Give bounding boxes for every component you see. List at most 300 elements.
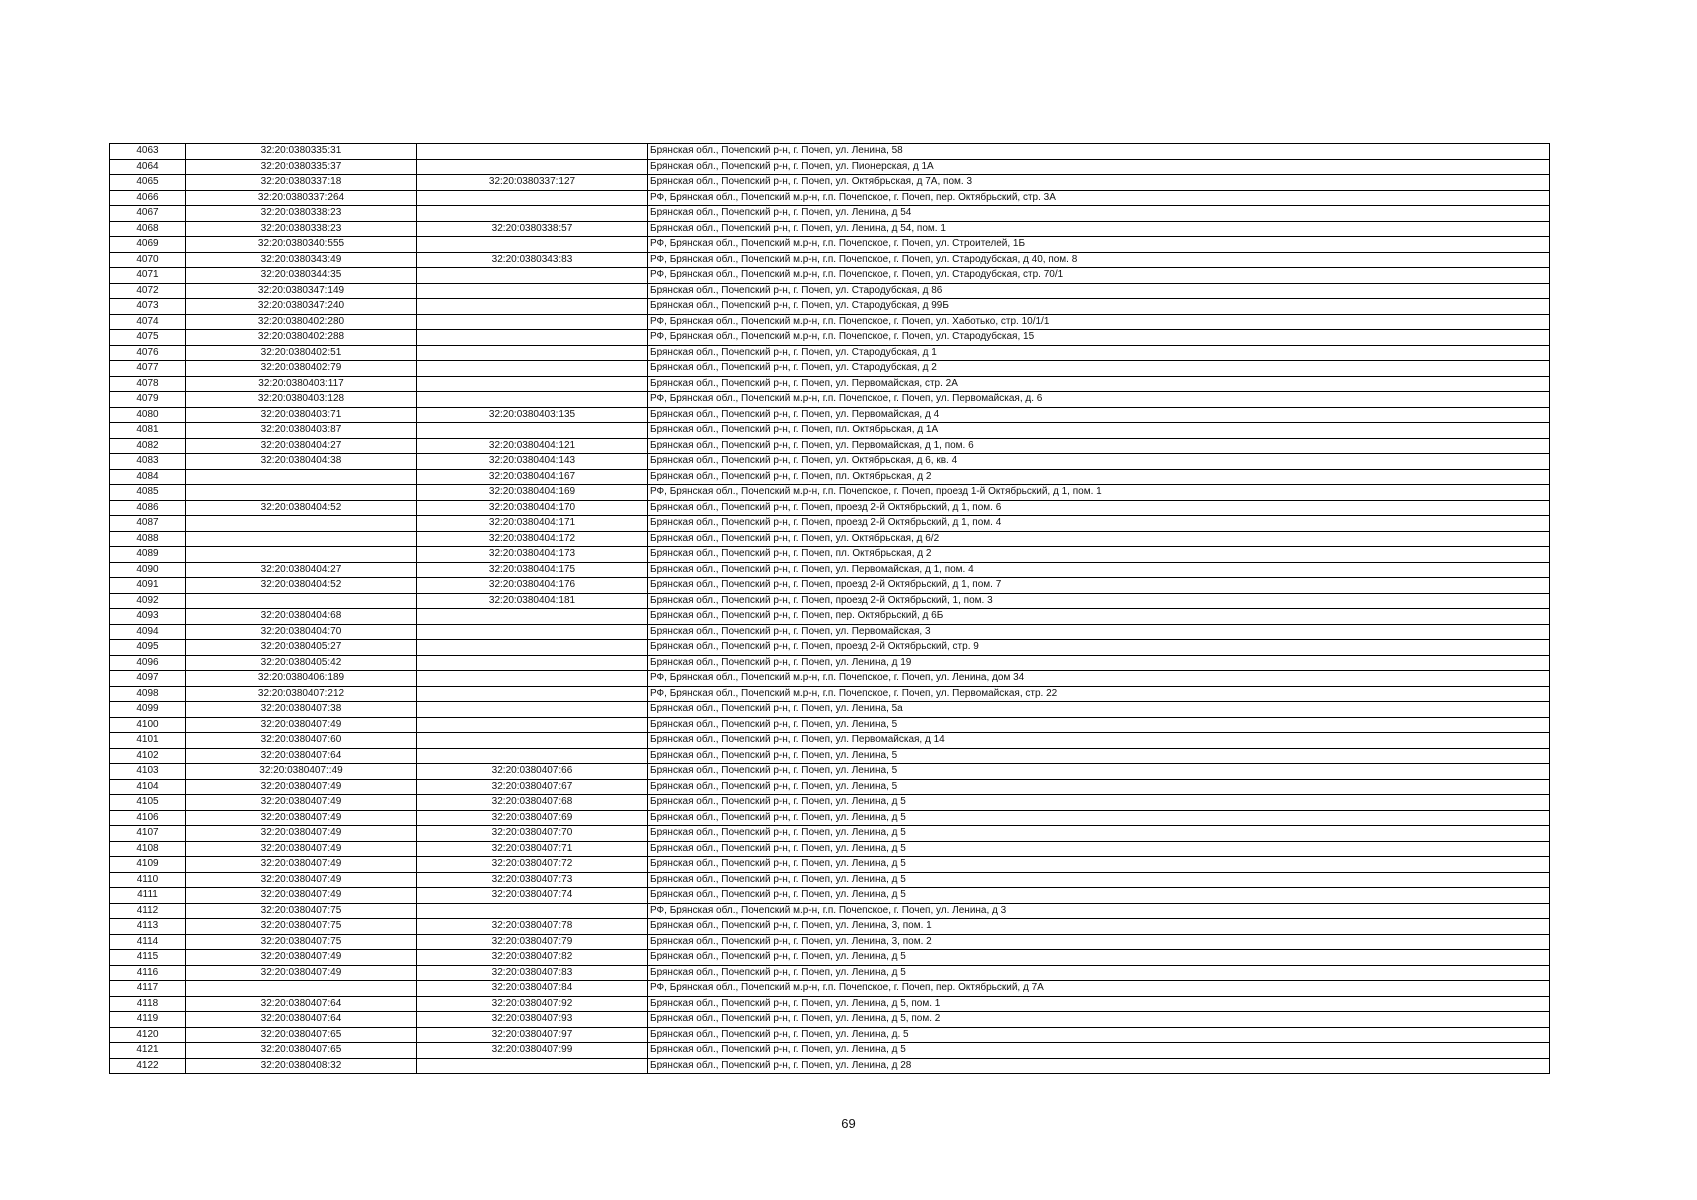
cadastral-number-cell: 32:20:0380343:49 (186, 252, 417, 268)
premises-cadastral-number-cell: 32:20:0380407:70 (417, 826, 648, 842)
premises-cadastral-number-cell: 32:20:0380404:175 (417, 562, 648, 578)
address-cell: Брянская обл., Почепский р-н, г. Почеп, проезд 2-й Октябрьский, стр. 9 (648, 640, 1550, 656)
cadastral-number-cell: 32:20:0380340:555 (186, 237, 417, 253)
row-number-cell: 4076 (110, 345, 186, 361)
address-cell: Брянская обл., Почепский р-н, г. Почеп, ул. Ленина, д 5, пом. 2 (648, 1012, 1550, 1028)
address-cell: Брянская обл., Почепский р-н, г. Почеп, проезд 2-й Октябрьский, д 1, пом. 7 (648, 578, 1550, 594)
address-cell: Брянская обл., Почепский р-н, г. Почеп, ул. Ленина, д 5 (648, 826, 1550, 842)
table-row (110, 981, 1550, 997)
cadastral-number-cell: 32:20:0380407:60 (186, 733, 417, 749)
table-row (110, 888, 1550, 904)
table-row (110, 903, 1550, 919)
row-number-cell: 4090 (110, 562, 186, 578)
table-row (110, 206, 1550, 222)
premises-cadastral-number-cell (417, 640, 648, 656)
address-cell: Брянская обл., Почепский р-н, г. Почеп, ул. Ленина, 58 (648, 144, 1550, 160)
row-number-cell: 4089 (110, 547, 186, 563)
row-number-cell: 4078 (110, 376, 186, 392)
address-cell: Брянская обл., Почепский р-н, г. Почеп, ул. Ленина, д 5 (648, 810, 1550, 826)
cadastral-number-cell: 32:20:0380338:23 (186, 221, 417, 237)
premises-cadastral-number-cell: 32:20:0380407:97 (417, 1027, 648, 1043)
cadastral-number-cell: 32:20:0380404:70 (186, 624, 417, 640)
table-row (110, 485, 1550, 501)
row-number-cell: 4079 (110, 392, 186, 408)
table-row (110, 671, 1550, 687)
cadastral-number-cell: 32:20:0380407:75 (186, 934, 417, 950)
row-number-cell: 4088 (110, 531, 186, 547)
premises-cadastral-number-cell: 32:20:0380407:99 (417, 1043, 648, 1059)
premises-cadastral-number-cell: 32:20:0380404:181 (417, 593, 648, 609)
row-number-cell: 4121 (110, 1043, 186, 1059)
row-number-cell: 4083 (110, 454, 186, 470)
cadastral-number-cell: 32:20:0380405:27 (186, 640, 417, 656)
address-cell: Брянская обл., Почепский р-н, г. Почеп, ул. Первомайская, д 4 (648, 407, 1550, 423)
cadastral-number-cell: 32:20:0380335:31 (186, 144, 417, 160)
cadastral-number-cell: 32:20:0380402:288 (186, 330, 417, 346)
address-cell: Брянская обл., Почепский р-н, г. Почеп, ул. Ленина, д 5 (648, 841, 1550, 857)
row-number-cell: 4101 (110, 733, 186, 749)
row-number-cell: 4077 (110, 361, 186, 377)
address-cell: Брянская обл., Почепский р-н, г. Почеп, ул. Ленина, д 5 (648, 795, 1550, 811)
table-row (110, 686, 1550, 702)
row-number-cell: 4069 (110, 237, 186, 253)
table-row (110, 516, 1550, 532)
table-row (110, 268, 1550, 284)
cadastral-number-cell: 32:20:0380407:75 (186, 903, 417, 919)
table-row (110, 547, 1550, 563)
address-cell: Брянская обл., Почепский р-н, г. Почеп, ул. Стародубская, д 2 (648, 361, 1550, 377)
cadastral-number-cell: 32:20:0380407:212 (186, 686, 417, 702)
table-row (110, 578, 1550, 594)
cadastral-number-cell: 32:20:0380407:49 (186, 888, 417, 904)
table-row (110, 841, 1550, 857)
row-number-cell: 4118 (110, 996, 186, 1012)
premises-cadastral-number-cell (417, 283, 648, 299)
row-number-cell: 4114 (110, 934, 186, 950)
premises-cadastral-number-cell (417, 345, 648, 361)
row-number-cell: 4112 (110, 903, 186, 919)
row-number-cell: 4099 (110, 702, 186, 718)
premises-cadastral-number-cell: 32:20:0380407:73 (417, 872, 648, 888)
cadastral-number-cell: 32:20:0380407:49 (186, 857, 417, 873)
table-row (110, 810, 1550, 826)
table-row (110, 1043, 1550, 1059)
premises-cadastral-number-cell: 32:20:0380407:83 (417, 965, 648, 981)
cadastral-number-cell: 32:20:0380407:49 (186, 810, 417, 826)
address-cell: РФ, Брянская обл., Почепский м.р-н, г.п. Почепское, г. Почеп, пер. Октябрьский, д 7А (648, 981, 1550, 997)
row-number-cell: 4065 (110, 175, 186, 191)
table-row (110, 996, 1550, 1012)
row-number-cell: 4103 (110, 764, 186, 780)
cadastral-number-cell: 32:20:0380407:75 (186, 919, 417, 935)
address-cell: Брянская обл., Почепский р-н, г. Почеп, проезд 2-й Октябрьский, д 1, пом. 4 (648, 516, 1550, 532)
premises-cadastral-number-cell: 32:20:0380404:167 (417, 469, 648, 485)
registry-table (109, 143, 1550, 1074)
cadastral-number-cell: 32:20:0380407:49 (186, 717, 417, 733)
cadastral-number-cell (186, 469, 417, 485)
row-number-cell: 4116 (110, 965, 186, 981)
address-cell: Брянская обл., Почепский р-н, г. Почеп, проезд 2-й Октябрьский, д 1, пом. 6 (648, 500, 1550, 516)
table-row (110, 252, 1550, 268)
address-cell: Брянская обл., Почепский р-н, г. Почеп, ул. Ленина, д 5 (648, 857, 1550, 873)
address-cell: Брянская обл., Почепский р-н, г. Почеп, ул. Октябрьская, д 7А, пом. 3 (648, 175, 1550, 191)
row-number-cell: 4091 (110, 578, 186, 594)
cadastral-number-cell: 32:20:0380407:65 (186, 1043, 417, 1059)
premises-cadastral-number-cell (417, 206, 648, 222)
premises-cadastral-number-cell (417, 159, 648, 175)
row-number-cell: 4073 (110, 299, 186, 315)
row-number-cell: 4094 (110, 624, 186, 640)
cadastral-number-cell: 32:20:0380403:128 (186, 392, 417, 408)
cadastral-number-cell: 32:20:0380407:49 (186, 841, 417, 857)
address-cell: Брянская обл., Почепский р-н, г. Почеп, ул. Ленина, д 54, пом. 1 (648, 221, 1550, 237)
cadastral-number-cell: 32:20:0380347:149 (186, 283, 417, 299)
table-row (110, 1058, 1550, 1074)
premises-cadastral-number-cell (417, 392, 648, 408)
table-row (110, 826, 1550, 842)
cadastral-number-cell: 32:20:0380338:23 (186, 206, 417, 222)
table-row (110, 857, 1550, 873)
address-cell: Брянская обл., Почепский р-н, г. Почеп, ул. Ленина, д 5 (648, 965, 1550, 981)
table-row (110, 469, 1550, 485)
row-number-cell: 4066 (110, 190, 186, 206)
table-row (110, 237, 1550, 253)
premises-cadastral-number-cell (417, 748, 648, 764)
row-number-cell: 4111 (110, 888, 186, 904)
premises-cadastral-number-cell: 32:20:0380407:68 (417, 795, 648, 811)
cadastral-number-cell (186, 531, 417, 547)
cadastral-number-cell: 32:20:0380403:117 (186, 376, 417, 392)
cadastral-number-cell: 32:20:0380404:27 (186, 438, 417, 454)
premises-cadastral-number-cell (417, 237, 648, 253)
row-number-cell: 4086 (110, 500, 186, 516)
premises-cadastral-number-cell (417, 624, 648, 640)
premises-cadastral-number-cell: 32:20:0380407:82 (417, 950, 648, 966)
cadastral-number-cell: 32:20:0380407:65 (186, 1027, 417, 1043)
premises-cadastral-number-cell: 32:20:0380407:67 (417, 779, 648, 795)
premises-cadastral-number-cell: 32:20:0380407:71 (417, 841, 648, 857)
premises-cadastral-number-cell: 32:20:0380407:84 (417, 981, 648, 997)
row-number-cell: 4109 (110, 857, 186, 873)
table-row (110, 702, 1550, 718)
address-cell: Брянская обл., Почепский р-н, г. Почеп, ул. Ленина, д 5, пом. 1 (648, 996, 1550, 1012)
address-cell: Брянская обл., Почепский р-н, г. Почеп, ул. Стародубская, д 1 (648, 345, 1550, 361)
address-cell: Брянская обл., Почепский р-н, г. Почеп, ул. Ленина, д 54 (648, 206, 1550, 222)
cadastral-number-cell: 32:20:0380344:35 (186, 268, 417, 284)
registry-table-body (110, 144, 1550, 1074)
premises-cadastral-number-cell: 32:20:0380404:171 (417, 516, 648, 532)
table-row (110, 593, 1550, 609)
premises-cadastral-number-cell (417, 268, 648, 284)
cadastral-number-cell: 32:20:0380407:49 (186, 795, 417, 811)
address-cell: РФ, Брянская обл., Почепский м.р-н, г.п. Почепское, г. Почеп, ул. Строителей, 1Б (648, 237, 1550, 253)
cadastral-number-cell: 32:20:0380407:64 (186, 748, 417, 764)
table-row (110, 562, 1550, 578)
address-cell: РФ, Брянская обл., Почепский м.р-н, г.п. Почепское, г. Почеп, ул. Ленина, д 3 (648, 903, 1550, 919)
premises-cadastral-number-cell: 32:20:0380407:74 (417, 888, 648, 904)
row-number-cell: 4097 (110, 671, 186, 687)
row-number-cell: 4063 (110, 144, 186, 160)
address-cell: Брянская обл., Почепский р-н, г. Почеп, ул. Первомайская, стр. 2А (648, 376, 1550, 392)
row-number-cell: 4071 (110, 268, 186, 284)
premises-cadastral-number-cell (417, 299, 648, 315)
row-number-cell: 4070 (110, 252, 186, 268)
premises-cadastral-number-cell (417, 671, 648, 687)
address-cell: Брянская обл., Почепский р-н, г. Почеп, ул. Октябрьская, д 6, кв. 4 (648, 454, 1550, 470)
cadastral-number-cell: 32:20:0380407::49 (186, 764, 417, 780)
row-number-cell: 4087 (110, 516, 186, 532)
table-row (110, 345, 1550, 361)
table-row (110, 330, 1550, 346)
address-cell: Брянская обл., Почепский р-н, г. Почеп, пл. Октябрьская, д 2 (648, 547, 1550, 563)
address-cell: Брянская обл., Почепский р-н, г. Почеп, ул. Первомайская, 3 (648, 624, 1550, 640)
row-number-cell: 4075 (110, 330, 186, 346)
table-row (110, 299, 1550, 315)
table-row (110, 190, 1550, 206)
cadastral-number-cell: 32:20:0380404:68 (186, 609, 417, 625)
cadastral-number-cell: 32:20:0380402:51 (186, 345, 417, 361)
table-row (110, 314, 1550, 330)
row-number-cell: 4072 (110, 283, 186, 299)
address-cell: Брянская обл., Почепский р-н, г. Почеп, ул. Ленина, 5 (648, 779, 1550, 795)
row-number-cell: 4110 (110, 872, 186, 888)
table-row (110, 423, 1550, 439)
cadastral-number-cell: 32:20:0380403:71 (186, 407, 417, 423)
premises-cadastral-number-cell (417, 1058, 648, 1074)
address-cell: Брянская обл., Почепский р-н, г. Почеп, ул. Ленина, д 19 (648, 655, 1550, 671)
address-cell: Брянская обл., Почепский р-н, г. Почеп, ул. Стародубская, д 99Б (648, 299, 1550, 315)
table-row (110, 531, 1550, 547)
premises-cadastral-number-cell: 32:20:0380403:135 (417, 407, 648, 423)
row-number-cell: 4064 (110, 159, 186, 175)
table-row (110, 1027, 1550, 1043)
row-number-cell: 4098 (110, 686, 186, 702)
address-cell: Брянская обл., Почепский р-н, г. Почеп, ул. Ленина, д. 5 (648, 1027, 1550, 1043)
address-cell: Брянская обл., Почепский р-н, г. Почеп, ул. Ленина, 5 (648, 764, 1550, 780)
premises-cadastral-number-cell: 32:20:0380337:127 (417, 175, 648, 191)
address-cell: Брянская обл., Почепский р-н, г. Почеп, ул. Ленина, д 28 (648, 1058, 1550, 1074)
row-number-cell: 4085 (110, 485, 186, 501)
cadastral-number-cell (186, 981, 417, 997)
table-row (110, 717, 1550, 733)
premises-cadastral-number-cell (417, 423, 648, 439)
table-row (110, 454, 1550, 470)
table-row (110, 764, 1550, 780)
cadastral-number-cell: 32:20:0380402:79 (186, 361, 417, 377)
address-cell: Брянская обл., Почепский р-н, г. Почеп, ул. Первомайская, д 1, пом. 6 (648, 438, 1550, 454)
address-cell: Брянская обл., Почепский р-н, г. Почеп, пл. Октябрьская, д 1А (648, 423, 1550, 439)
table-row (110, 934, 1550, 950)
address-cell: РФ, Брянская обл., Почепский м.р-н, г.п. Почепское, г. Почеп, проезд 1-й Октябрьский, д 1, пом. 1 (648, 485, 1550, 501)
premises-cadastral-number-cell (417, 190, 648, 206)
premises-cadastral-number-cell (417, 655, 648, 671)
cadastral-number-cell: 32:20:0380407:49 (186, 826, 417, 842)
premises-cadastral-number-cell (417, 686, 648, 702)
cadastral-number-cell: 32:20:0380404:27 (186, 562, 417, 578)
row-number-cell: 4095 (110, 640, 186, 656)
premises-cadastral-number-cell: 32:20:0380404:173 (417, 547, 648, 563)
table-row (110, 283, 1550, 299)
table-row (110, 221, 1550, 237)
table-row (110, 950, 1550, 966)
address-cell: Брянская обл., Почепский р-н, г. Почеп, ул. Ленина, д 5 (648, 888, 1550, 904)
row-number-cell: 4119 (110, 1012, 186, 1028)
row-number-cell: 4096 (110, 655, 186, 671)
table-row (110, 144, 1550, 160)
cadastral-number-cell: 32:20:0380337:18 (186, 175, 417, 191)
premises-cadastral-number-cell: 32:20:0380407:69 (417, 810, 648, 826)
row-number-cell: 4113 (110, 919, 186, 935)
address-cell: Брянская обл., Почепский р-н, г. Почеп, ул. Ленина, 5 (648, 717, 1550, 733)
table-row (110, 361, 1550, 377)
address-cell: Брянская обл., Почепский р-н, г. Почеп, ул. Стародубская, д 86 (648, 283, 1550, 299)
table-row (110, 655, 1550, 671)
cadastral-number-cell: 32:20:0380404:52 (186, 578, 417, 594)
premises-cadastral-number-cell: 32:20:0380407:92 (417, 996, 648, 1012)
table-row (110, 748, 1550, 764)
premises-cadastral-number-cell: 32:20:0380407:72 (417, 857, 648, 873)
table-row (110, 779, 1550, 795)
premises-cadastral-number-cell (417, 314, 648, 330)
address-cell: Брянская обл., Почепский р-н, г. Почеп, ул. Ленина, д 5 (648, 950, 1550, 966)
cadastral-number-cell (186, 516, 417, 532)
cadastral-number-cell: 32:20:0380405:42 (186, 655, 417, 671)
row-number-cell: 4108 (110, 841, 186, 857)
row-number-cell: 4074 (110, 314, 186, 330)
row-number-cell: 4084 (110, 469, 186, 485)
cadastral-number-cell: 32:20:0380407:49 (186, 872, 417, 888)
premises-cadastral-number-cell (417, 717, 648, 733)
premises-cadastral-number-cell: 32:20:0380404:176 (417, 578, 648, 594)
address-cell: Брянская обл., Почепский р-н, г. Почеп, проезд 2-й Октябрьский, 1, пом. 3 (648, 593, 1550, 609)
table-row (110, 407, 1550, 423)
premises-cadastral-number-cell: 32:20:0380407:93 (417, 1012, 648, 1028)
table-row (110, 175, 1550, 191)
address-cell: РФ, Брянская обл., Почепский м.р-н, г.п. Почепское, г. Почеп, пер. Октябрьский, стр. 3А (648, 190, 1550, 206)
row-number-cell: 4105 (110, 795, 186, 811)
premises-cadastral-number-cell (417, 609, 648, 625)
cadastral-number-cell: 32:20:0380404:38 (186, 454, 417, 470)
address-cell: Брянская обл., Почепский р-н, г. Почеп, ул. Пионерская, д 1А (648, 159, 1550, 175)
row-number-cell: 4067 (110, 206, 186, 222)
cadastral-number-cell: 32:20:0380406:189 (186, 671, 417, 687)
premises-cadastral-number-cell (417, 144, 648, 160)
address-cell: Брянская обл., Почепский р-н, г. Почеп, пл. Октябрьская, д 2 (648, 469, 1550, 485)
row-number-cell: 4115 (110, 950, 186, 966)
address-cell: Брянская обл., Почепский р-н, г. Почеп, ул. Ленина, 5а (648, 702, 1550, 718)
row-number-cell: 4092 (110, 593, 186, 609)
premises-cadastral-number-cell (417, 330, 648, 346)
row-number-cell: 4104 (110, 779, 186, 795)
table-row (110, 392, 1550, 408)
premises-cadastral-number-cell: 32:20:0380407:78 (417, 919, 648, 935)
address-cell: Брянская обл., Почепский р-н, г. Почеп, ул. Первомайская, д 14 (648, 733, 1550, 749)
cadastral-number-cell: 32:20:0380335:37 (186, 159, 417, 175)
cadastral-number-cell: 32:20:0380407:49 (186, 950, 417, 966)
row-number-cell: 4122 (110, 1058, 186, 1074)
premises-cadastral-number-cell: 32:20:0380404:121 (417, 438, 648, 454)
table-row (110, 500, 1550, 516)
address-cell: РФ, Брянская обл., Почепский м.р-н, г.п. Почепское, г. Почеп, ул. Ленина, дом 34 (648, 671, 1550, 687)
row-number-cell: 4102 (110, 748, 186, 764)
table-row (110, 609, 1550, 625)
row-number-cell: 4082 (110, 438, 186, 454)
row-number-cell: 4120 (110, 1027, 186, 1043)
premises-cadastral-number-cell (417, 733, 648, 749)
row-number-cell: 4100 (110, 717, 186, 733)
premises-cadastral-number-cell: 32:20:0380404:169 (417, 485, 648, 501)
table-row (110, 640, 1550, 656)
cadastral-number-cell: 32:20:0380407:64 (186, 996, 417, 1012)
address-cell: РФ, Брянская обл., Почепский м.р-н, г.п. Почепское, г. Почеп, ул. Хаботько, стр. 10/1/1 (648, 314, 1550, 330)
row-number-cell: 4117 (110, 981, 186, 997)
address-cell: РФ, Брянская обл., Почепский м.р-н, г.п. Почепское, г. Почеп, ул. Стародубская, д 40, пом. 8 (648, 252, 1550, 268)
cadastral-number-cell: 32:20:0380407:49 (186, 965, 417, 981)
page-number: 69 (841, 1116, 856, 1131)
cadastral-number-cell: 32:20:0380407:49 (186, 779, 417, 795)
premises-cadastral-number-cell (417, 702, 648, 718)
cadastral-number-cell (186, 547, 417, 563)
premises-cadastral-number-cell: 32:20:0380407:66 (417, 764, 648, 780)
cadastral-number-cell: 32:20:0380403:87 (186, 423, 417, 439)
premises-cadastral-number-cell: 32:20:0380404:170 (417, 500, 648, 516)
row-number-cell: 4081 (110, 423, 186, 439)
address-cell: Брянская обл., Почепский р-н, г. Почеп, ул. Первомайская, д 1, пом. 4 (648, 562, 1550, 578)
address-cell: Брянская обл., Почепский р-н, г. Почеп, ул. Ленина, д 5 (648, 872, 1550, 888)
row-number-cell: 4093 (110, 609, 186, 625)
address-cell: Брянская обл., Почепский р-н, г. Почеп, ул. Октябрьская, д 6/2 (648, 531, 1550, 547)
premises-cadastral-number-cell: 32:20:0380404:143 (417, 454, 648, 470)
table-row (110, 376, 1550, 392)
address-cell: Брянская обл., Почепский р-н, г. Почеп, ул. Ленина, 5 (648, 748, 1550, 764)
cadastral-number-cell: 32:20:0380402:280 (186, 314, 417, 330)
cadastral-number-cell (186, 485, 417, 501)
cadastral-number-cell: 32:20:0380407:64 (186, 1012, 417, 1028)
address-cell: Брянская обл., Почепский р-н, г. Почеп, пер. Октябрьский, д 6Б (648, 609, 1550, 625)
premises-cadastral-number-cell: 32:20:0380404:172 (417, 531, 648, 547)
cadastral-number-cell: 32:20:0380404:52 (186, 500, 417, 516)
row-number-cell: 4068 (110, 221, 186, 237)
address-cell: Брянская обл., Почепский р-н, г. Почеп, ул. Ленина, 3, пом. 1 (648, 919, 1550, 935)
table-row (110, 733, 1550, 749)
cadastral-number-cell: 32:20:0380408:32 (186, 1058, 417, 1074)
cadastral-number-cell (186, 593, 417, 609)
address-cell: РФ, Брянская обл., Почепский м.р-н, г.п. Почепское, г. Почеп, ул. Первомайская, д. 6 (648, 392, 1550, 408)
address-cell: РФ, Брянская обл., Почепский м.р-н, г.п. Почепское, г. Почеп, ул. Первомайская, стр. 22 (648, 686, 1550, 702)
row-number-cell: 4106 (110, 810, 186, 826)
premises-cadastral-number-cell: 32:20:0380407:79 (417, 934, 648, 950)
premises-cadastral-number-cell (417, 361, 648, 377)
address-cell: Брянская обл., Почепский р-н, г. Почеп, ул. Ленина, д 5 (648, 1043, 1550, 1059)
address-cell: РФ, Брянская обл., Почепский м.р-н, г.п. Почепское, г. Почеп, ул. Стародубская, стр. 70/1 (648, 268, 1550, 284)
row-number-cell: 4107 (110, 826, 186, 842)
table-row (110, 795, 1550, 811)
premises-cadastral-number-cell (417, 903, 648, 919)
premises-cadastral-number-cell: 32:20:0380343:83 (417, 252, 648, 268)
address-cell: Брянская обл., Почепский р-н, г. Почеп, ул. Ленина, 3, пом. 2 (648, 934, 1550, 950)
table-row (110, 438, 1550, 454)
table-row (110, 1012, 1550, 1028)
cadastral-number-cell: 32:20:0380347:240 (186, 299, 417, 315)
cadastral-number-cell: 32:20:0380337:264 (186, 190, 417, 206)
address-cell: РФ, Брянская обл., Почепский м.р-н, г.п. Почепское, г. Почеп, ул. Стародубская, 15 (648, 330, 1550, 346)
table-row (110, 624, 1550, 640)
table-row (110, 965, 1550, 981)
table-row (110, 919, 1550, 935)
premises-cadastral-number-cell (417, 376, 648, 392)
premises-cadastral-number-cell: 32:20:0380338:57 (417, 221, 648, 237)
table-row (110, 159, 1550, 175)
